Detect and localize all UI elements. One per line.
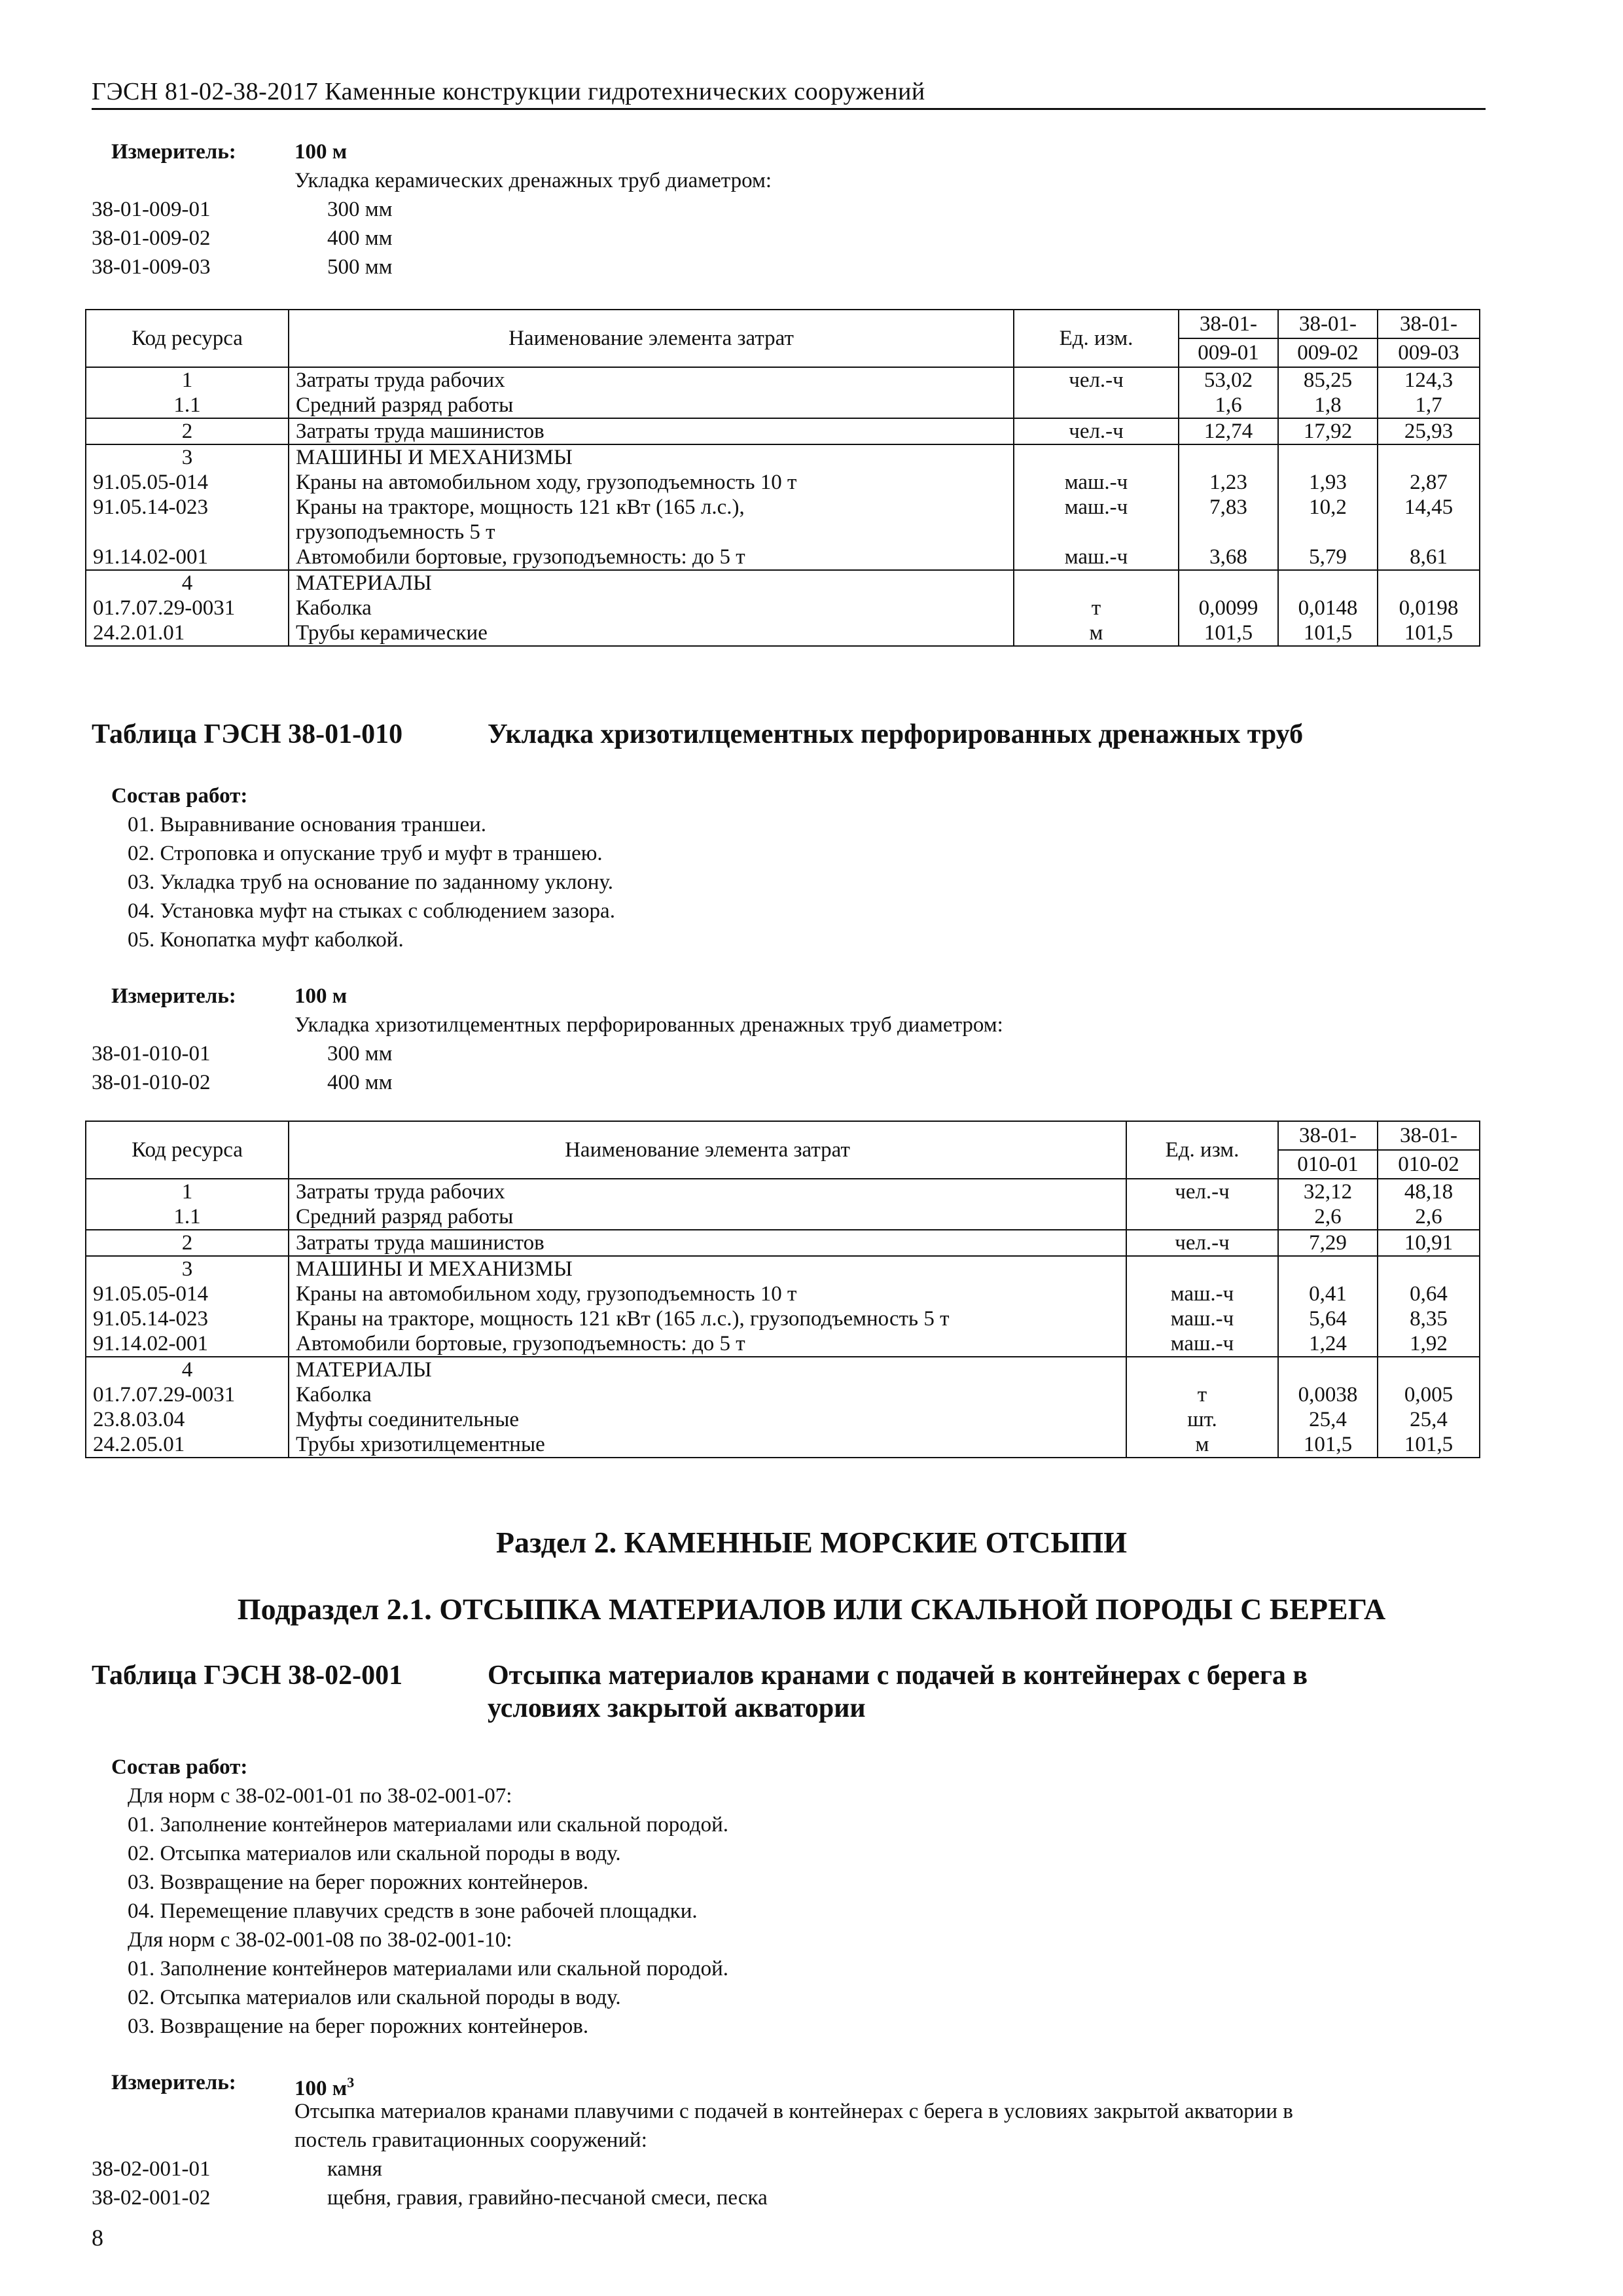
- col-header-unit: Ед. изм.: [1126, 1121, 1278, 1179]
- section-title: Раздел 2. КАМЕННЫЕ МОРСКИЕ ОТСЫПИ: [495, 1526, 1128, 1559]
- meter-label: Измеритель:: [111, 140, 236, 164]
- norm-text: 400 мм: [327, 1071, 393, 1094]
- norm-code: 38-01-009-02: [92, 226, 211, 250]
- meter-description: Отсыпка материалов кранами плавучими с подачей в контейнерах с берега в условиях закрытой акватории в: [294, 2100, 1293, 2123]
- table-row: 4 МАТЕРИАЛЫ: [86, 1357, 1480, 1382]
- table-row: 1 Затраты труда рабочих чел.-ч 53,02 85,25 124,3: [86, 367, 1480, 393]
- meter-description-line2: постель гравитационных сооружений:: [294, 2128, 647, 2152]
- table-label: Таблица ГЭСН 38-01-010: [92, 719, 403, 749]
- work-step: Для норм с 38-02-001-01 по 38-02-001-07:: [128, 1784, 512, 1808]
- col-header-norm: 38-01- 009-03: [1378, 310, 1480, 367]
- work-step: 02. Отсыпка материалов или скальной породы в воду.: [128, 1986, 621, 2009]
- table-row: 24.2.05.01 Трубы хризотилцементные м 101,5 101,5: [86, 1432, 1480, 1458]
- meter-label: Измеритель:: [111, 2071, 236, 2094]
- norm-code: 38-01-009-01: [92, 198, 211, 221]
- subsection-title: Подраздел 2.1. ОТСЫПКА МАТЕРИАЛОВ ИЛИ СКАЛЬНОЙ ПОРОДЫ С БЕРЕГА: [237, 1592, 1386, 1626]
- work-step: 01. Заполнение контейнеров материалами или скальной породой.: [128, 1957, 729, 1981]
- meter-label: Измеритель:: [111, 984, 236, 1008]
- meter-description: Укладка хризотилцементных перфорированных дренажных труб диаметром:: [294, 1013, 1003, 1037]
- col-header-norm: 38-01- 009-02: [1278, 310, 1378, 367]
- table-row: 23.8.03.04 Муфты соединительные шт. 25,4 25,4: [86, 1407, 1480, 1432]
- resource-table-010: [85, 1121, 1480, 1458]
- table-row: 2 Затраты труда машинистов чел.-ч 7,29 10,91: [86, 1230, 1480, 1256]
- work-step: Для норм с 38-02-001-08 по 38-02-001-10:: [128, 1928, 512, 1952]
- works-label: Состав работ:: [111, 1755, 248, 1779]
- work-step: 03. Укладка труб на основание по заданному уклону.: [128, 870, 613, 894]
- meter-value: 100 м: [294, 140, 348, 164]
- work-step: 04. Установка муфт на стыках с соблюдением зазора.: [128, 899, 615, 923]
- table-row: 24.2.01.01 Трубы керамические м 101,5 101,5 101,5: [86, 620, 1480, 646]
- table-row: 01.7.07.29-0031 Каболка т 0,0099 0,0148 0,0198: [86, 596, 1480, 620]
- norm-code: 38-02-001-02: [92, 2186, 211, 2210]
- table-row: 1.1 Средний разряд работы 2,6 2,6: [86, 1204, 1480, 1230]
- col-header-norm: 38-01- 009-01: [1179, 310, 1278, 367]
- meter-value: 100 $м^3$: [294, 2074, 355, 2100]
- header-rule: [92, 108, 1486, 110]
- table-title: Отсыпка материалов кранами с подачей в контейнерах с берега в: [488, 1660, 1308, 1691]
- work-step: 03. Возвращение на берег порожних контейнеров.: [128, 2015, 589, 2038]
- work-step: 01. Заполнение контейнеров материалами или скальной породой.: [128, 1813, 729, 1837]
- table-row: 91.14.02-001 Автомобили бортовые, грузоподъемность: до 5 т маш.-ч 3,68 5,79 8,61: [86, 545, 1480, 570]
- table-row: 2 Затраты труда машинистов чел.-ч 12,74 17,92 25,93: [86, 418, 1480, 444]
- table-title: Укладка хризотилцементных перфорированных дренажных труб: [488, 719, 1304, 749]
- running-header: ГЭСН 81-02-38-2017 Каменные конструкции гидротехнических сооружений: [92, 78, 925, 105]
- table-row: 91.14.02-001 Автомобили бортовые, грузоподъемность: до 5 т маш.-ч 1,24 1,92: [86, 1331, 1480, 1357]
- norm-code: 38-01-010-02: [92, 1071, 211, 1094]
- work-step: 01. Выравнивание основания траншеи.: [128, 813, 487, 836]
- table-row: 3 МАШИНЫ И МЕХАНИЗМЫ: [86, 1256, 1480, 1282]
- norm-text: 300 мм: [327, 1042, 393, 1066]
- col-header-code: Код ресурса: [86, 310, 289, 367]
- table-row: 1.1 Средний разряд работы 1,6 1,8 1,7: [86, 393, 1480, 418]
- meter-description: Укладка керамических дренажных труб диаметром:: [294, 169, 772, 192]
- work-step: 03. Возвращение на берег порожних контейнеров.: [128, 1871, 589, 1894]
- col-header-norm: 38-01- 010-01: [1278, 1121, 1378, 1179]
- table-label: Таблица ГЭСН 38-02-001: [92, 1660, 403, 1691]
- table-title-line2: условиях закрытой акватории: [488, 1693, 866, 1723]
- col-header-code: Код ресурса: [86, 1121, 289, 1179]
- table-row: 91.05.05-014 Краны на автомобильном ходу, грузоподъемность 10 т маш.-ч 1,23 1,93 2,87: [86, 470, 1480, 495]
- norm-text: 500 мм: [327, 255, 393, 279]
- norm-text: 300 мм: [327, 198, 393, 221]
- col-header-name: Наименование элемента затрат: [289, 310, 1014, 367]
- col-header-name: Наименование элемента затрат: [289, 1121, 1126, 1179]
- resource-table-009: [85, 309, 1480, 647]
- work-step: 02. Строповка и опускание труб и муфт в траншею.: [128, 842, 603, 865]
- work-step: 05. Конопатка муфт каболкой.: [128, 928, 404, 952]
- norm-code: 38-02-001-01: [92, 2157, 211, 2181]
- table-row: 01.7.07.29-0031 Каболка т 0,0038 0,005: [86, 1382, 1480, 1407]
- work-step: 02. Отсыпка материалов или скальной породы в воду.: [128, 1842, 621, 1865]
- norm-code: 38-01-009-03: [92, 255, 211, 279]
- norm-text: 400 мм: [327, 226, 393, 250]
- table-row: 1 Затраты труда рабочих чел.-ч 32,12 48,18: [86, 1179, 1480, 1204]
- table-row: 91.05.14-023 Краны на тракторе, мощность 121 кВт (165 л.с.), грузоподъемность 5 т маш.-ч 7,83 10,2 14,45: [86, 495, 1480, 545]
- norm-text: щебня, гравия, гравийно-песчаной смеси, песка: [327, 2186, 768, 2210]
- table-row: 91.05.14-023 Краны на тракторе, мощность 121 кВт (165 л.с.), грузоподъемность 5 т маш.-ч 5,64 8,35: [86, 1306, 1480, 1331]
- table-row: 4 МАТЕРИАЛЫ: [86, 570, 1480, 596]
- norm-code: 38-01-010-01: [92, 1042, 211, 1066]
- page-number: 8: [92, 2225, 103, 2251]
- meter-value: 100 м: [294, 984, 348, 1008]
- works-label: Состав работ:: [111, 784, 248, 808]
- norm-text: камня: [327, 2157, 382, 2181]
- col-header-unit: Ед. изм.: [1014, 310, 1179, 367]
- table-row: 3 МАШИНЫ И МЕХАНИЗМЫ: [86, 444, 1480, 470]
- table-row: 91.05.05-014 Краны на автомобильном ходу, грузоподъемность 10 т маш.-ч 0,41 0,64: [86, 1282, 1480, 1306]
- work-step: 04. Перемещение плавучих средств в зоне рабочей площадки.: [128, 1899, 698, 1923]
- col-header-norm: 38-01- 010-02: [1378, 1121, 1480, 1179]
